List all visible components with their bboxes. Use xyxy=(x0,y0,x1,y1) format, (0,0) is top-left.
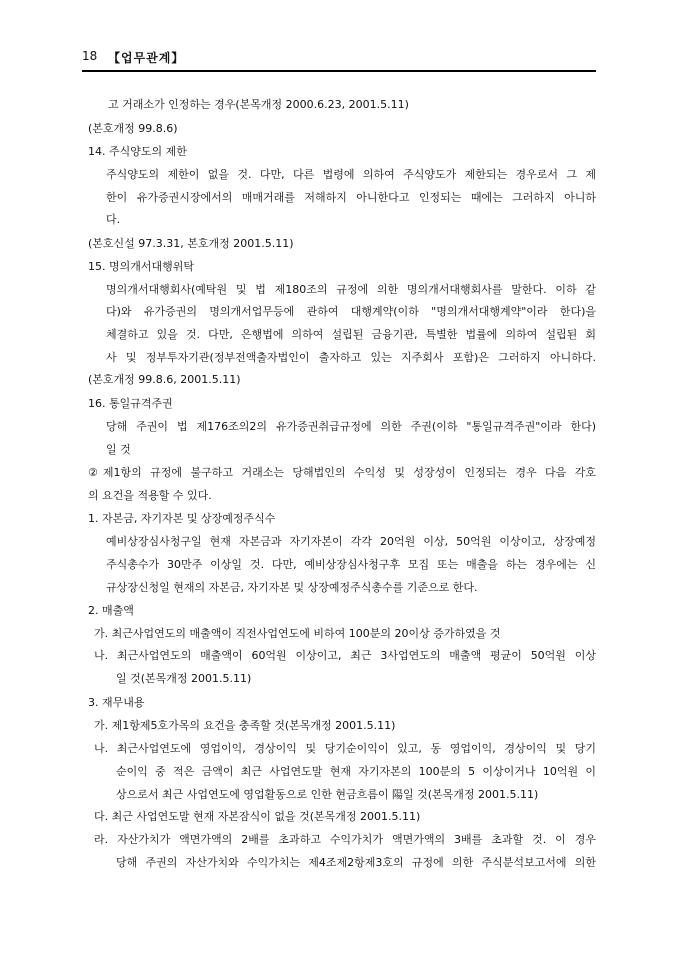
text-line: (본호개정 99.8.6) xyxy=(88,122,178,135)
text-line: 주식총수가 30만주 이상일 것. 다만, 예비상장심사청구후 모집 또는 매출을 하는 경우에는 신 xyxy=(106,558,596,571)
text-line: 규상장신청일 현재의 자본금, 자기자본 및 상장예정주식총수를 기준으로 한다. xyxy=(106,581,478,594)
text-line: 일 것(본목개정 2001.5.11) xyxy=(116,672,252,685)
text-line: 상으로서 최근 사업연도에 영업활동으로 인한 현금흐름이 陽일 것(본목개정 2001.5.11) xyxy=(116,788,539,801)
text-line: 나. 최근사업연도의 매출액이 60억원 이상이고, 최근 3사업연도의 매출액 평균이 50억원 이상 xyxy=(94,649,596,662)
text-line: 의 요건을 적용할 수 있다. xyxy=(88,489,212,502)
text-line: 16. 통일규격주권 xyxy=(88,397,173,410)
text-line: ②제1항의 규정에 불구하고 거래소는 당해법인의 수익성 및 성장성이 인정되는 경우 다음 각호 xyxy=(88,466,596,479)
text-line: 당해 주권의 자산가치와 수익가치는 제4조제2항제3호의 규정에 의한 주식분석보고서에 의한 xyxy=(116,856,596,869)
text-line: 다)와 유가증권의 명의개서업무등에 관하여 대행계약(이하 "명의개서대행계약"이라 한다)을 xyxy=(106,305,596,318)
page-number: 18 xyxy=(82,49,98,63)
text-line: 다. 최근 사업연도말 현재 자본잠식이 없을 것(본목개정 2001.5.11) xyxy=(94,810,421,823)
text-line: 15. 명의개서대행위탁 xyxy=(88,260,194,273)
text-line: 라. 자산가치가 액면가액의 2배를 초과하고 수익가치가 액면가액의 3배를 초과할 것. 이 경우 xyxy=(94,833,596,846)
section-title: 【업무관계】 xyxy=(108,51,185,65)
text-line: 가. 최근사업연도의 매출액이 직전사업연도에 비하여 100분의 20이상 증가하였을 것 xyxy=(94,627,501,640)
text-line: 순이익 중 적은 금액이 최근 사업연도말 현재 자기자본의 100분의 5 이상이거나 10억원 이 xyxy=(116,765,596,778)
text-line: 고 거래소가 인정하는 경우(본목개정 2000.6.23, 2001.5.11) xyxy=(108,98,409,111)
text-line: 3. 재무내용 xyxy=(88,696,145,709)
text-line: 예비상장심사청구일 현재 자본금과 자기자본이 각각 20억원 이상, 50억원 이상이고, 상장예정 xyxy=(106,535,596,548)
text-line: 명의개서대행회사(예탁원 및 법 제180조의 규정에 의한 명의개서대행회사를 말한다. 이하 같 xyxy=(106,283,596,296)
text-line: 사 및 정부투자기관(정부전액출자법인이 출자하고 있는 지주회사 포함)은 그러하지 아니하다. xyxy=(106,351,596,364)
text-line: 다. xyxy=(106,213,121,226)
text-line: 14. 주식양도의 제한 xyxy=(88,145,187,158)
text-line: 일 것 xyxy=(106,443,131,456)
text-line: 한이 유가증권시장에서의 매매거래를 저해하지 아니한다고 인정되는 때에는 그러하지 아니하 xyxy=(106,191,596,204)
text-line: 체결하고 있을 것. 다만, 은행법에 의하여 설립된 금융기관, 특별한 법률에 의하여 설립된 회 xyxy=(106,328,596,341)
text-line: 가. 제1항제5호가목의 요건을 충족할 것(본목개정 2001.5.11) xyxy=(94,719,396,732)
text-line: 1. 자본금, 자기자본 및 상장예정주식수 xyxy=(88,512,276,525)
text-line: 주식양도의 제한이 없을 것. 다만, 다른 법령에 의하여 주식양도가 제한되는 경우로서 그 제 xyxy=(106,168,596,181)
text-line: (본호개정 99.8.6, 2001.5.11) xyxy=(88,373,241,386)
text-line: 당해 주권이 법 제176조의2의 유가증권취급규정에 의한 주권(이하 "통일규격주권"이라 한다) xyxy=(106,420,596,433)
text-line: (본호신설 97.3.31, 본호개정 2001.5.11) xyxy=(88,237,294,250)
text-line: 2. 매출액 xyxy=(88,604,134,617)
text-line: 나. 최근사업연도에 영업이익, 경상이익 및 당기순이익이 있고, 동 영업이익, 경상이익 및 당기 xyxy=(94,742,596,755)
